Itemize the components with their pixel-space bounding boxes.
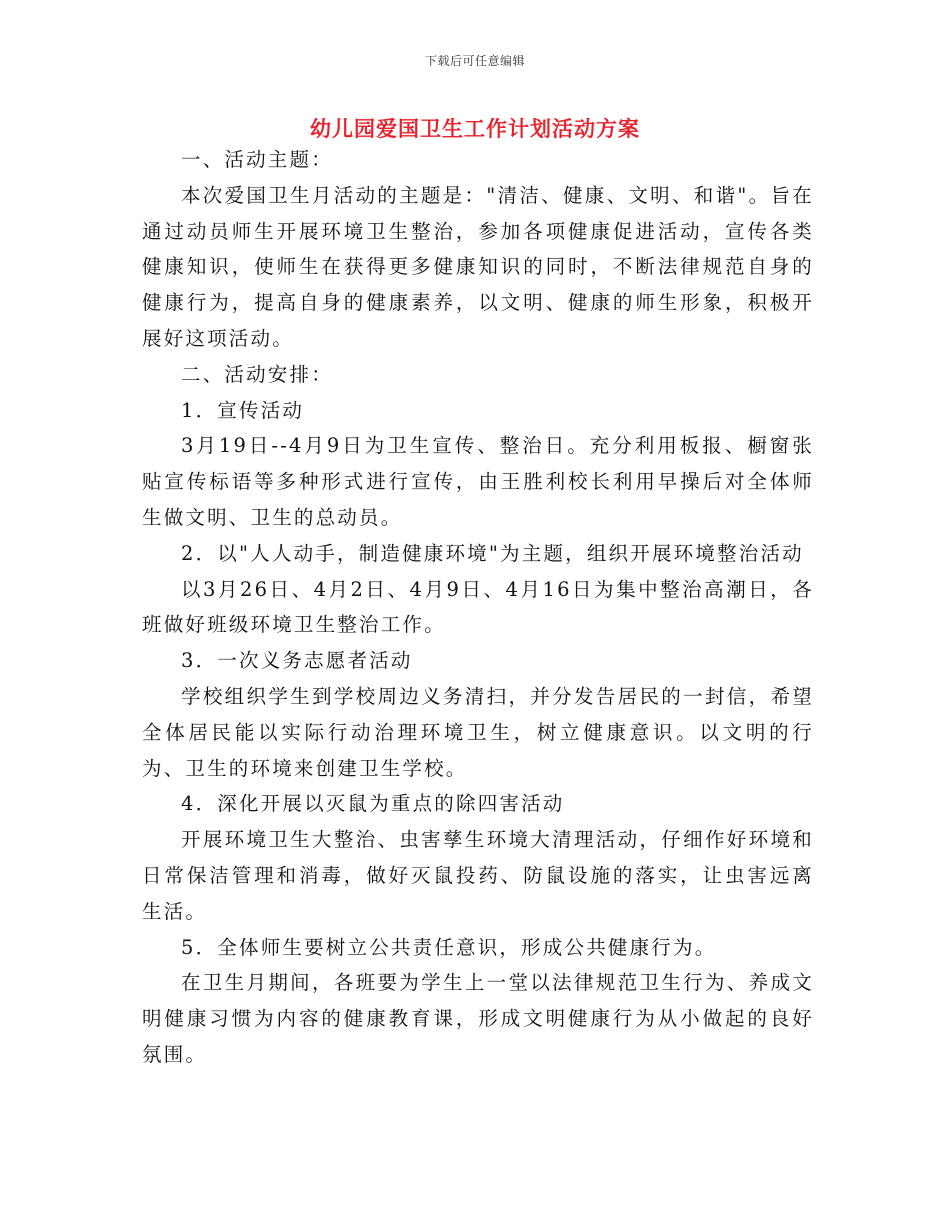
paragraph-item-5: 在卫生月期间，各班要为学生上一堂以法律规范卫生行为、养成文明健康习惯为内容的健康教育课，形成文明健康行为从小做起的良好氛围。 [142, 971, 814, 1066]
item-heading-1: 1．宣传活动 [181, 398, 305, 422]
item-heading-2: 2．以"人人动手，制造健康环境"为主题，组织开展环境整治活动 [181, 541, 804, 565]
document-body [142, 142, 814, 1073]
section-heading-arrangement: 二、活动安排： [181, 362, 333, 386]
section-heading-theme: 一、活动主题： [181, 148, 333, 171]
item-heading-3: 3．一次义务志愿者活动 [181, 649, 413, 673]
item-heading-5: 5．全体师生要树立公共责任意识，形成公共健康行为。 [181, 935, 717, 959]
document-title: 幼儿园爱国卫生工作计划活动方案 [310, 116, 640, 141]
paragraph-item-2: 以3月26日、4月2日、4月9日、4月16日为集中整治高潮日，各班做好班级环境卫生整治工作。 [142, 577, 814, 637]
paragraph-item-1: 3月19日--4月9日为卫生宣传、整治日。充分利用板报、橱窗张贴宣传标语等多种形式进行宣传，由王胜利校长利用早操后对全体师生做文明、卫生的总动员。 [142, 434, 814, 529]
header-note: 下载后可任意编辑 [424, 54, 525, 68]
item-heading-4: 4．深化开展以灭鼠为重点的除四害活动 [181, 792, 565, 816]
paragraph-item-3: 学校组织学生到学校周边义务清扫，并分发告居民的一封信，希望全体居民能以实际行动治理环境卫生，树立健康意识。以文明的行为、卫生的环境来创建卫生学校。 [142, 684, 814, 780]
paragraph-item-4: 开展环境卫生大整治、虫害孳生环境大清理活动，仔细作好环境和日常保洁管理和消毒，做好灭鼠投药、防鼠设施的落实，让虫害远离生活。 [142, 828, 814, 923]
paragraph-theme-description: 本次爱国卫生月活动的主题是："清洁、健康、文明、和谐"。旨在通过动员师生开展环境卫生整治，参加各项健康促进活动，宣传各类健康知识，使师生在获得更多健康知识的同时，不断法律规范自身的健康行为，提高自身的健康素养，以文明、健康的师生形象，积极开展好这项活动。 [142, 183, 814, 350]
